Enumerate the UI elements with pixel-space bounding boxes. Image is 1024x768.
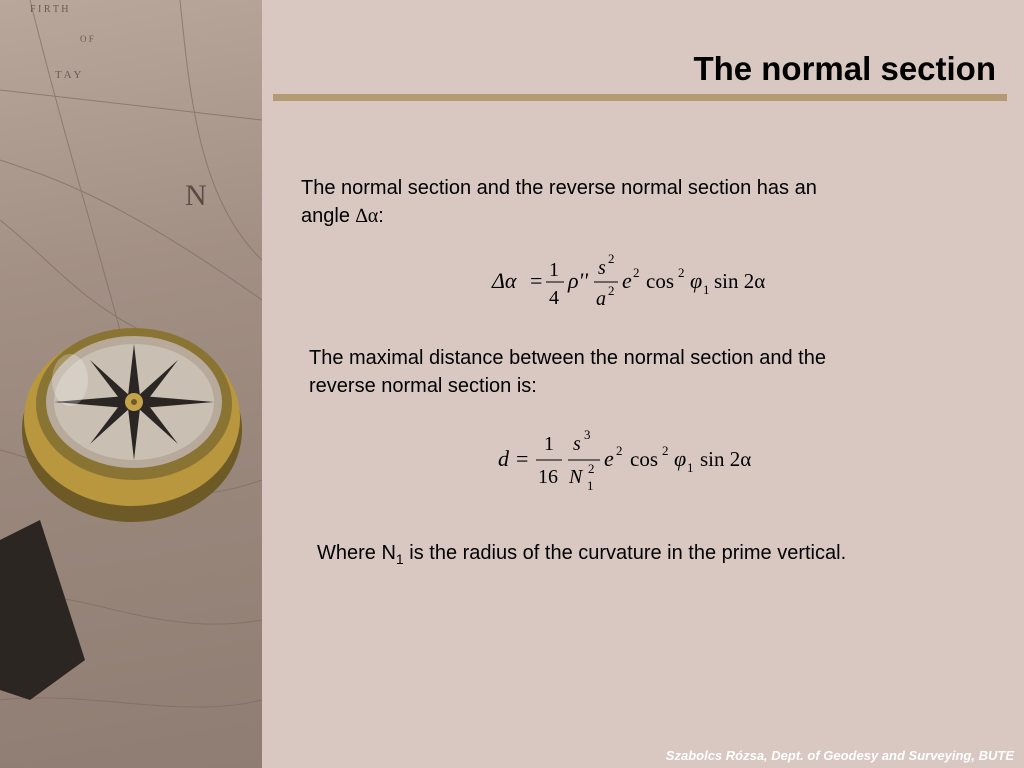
svg-text:Δα: Δα	[492, 268, 517, 293]
svg-text:1: 1	[544, 433, 554, 455]
svg-text:O F: O F	[80, 34, 94, 44]
svg-text:cos: cos	[630, 447, 658, 471]
compass-icon	[22, 328, 242, 522]
svg-text:=: =	[516, 446, 529, 471]
subscript-one: 1	[395, 551, 404, 567]
map-compass-image	[0, 0, 262, 768]
footer-credit: Szabolcs Rózsa, Dept. of Geodesy and Surveying, BUTE	[665, 748, 1014, 763]
svg-text:sin 2α: sin 2α	[714, 269, 766, 293]
svg-text:1: 1	[703, 282, 710, 297]
svg-text:3: 3	[584, 427, 591, 442]
svg-text:e: e	[604, 446, 614, 471]
svg-text:sin 2α: sin 2α	[700, 447, 752, 471]
svg-text:φ: φ	[674, 446, 687, 471]
svg-text:T A Y: T A Y	[55, 69, 82, 81]
svg-text:=: =	[530, 268, 543, 293]
svg-text:1: 1	[549, 259, 559, 281]
svg-text:e: e	[622, 268, 632, 293]
paragraph-where: Where $N_1$ is the radius of the curvature in the prime vertical.	[317, 542, 847, 567]
svg-text:N: N	[569, 466, 583, 488]
equation-distance	[494, 426, 784, 503]
equation-angle	[488, 248, 788, 323]
svg-text:2: 2	[678, 265, 685, 280]
title-underline	[273, 94, 1007, 101]
paragraph-distance	[309, 344, 826, 400]
svg-text:ρ'': ρ''	[568, 268, 588, 293]
paragraph-distance-line2: reverse normal section is:	[309, 375, 537, 397]
delta-alpha-symbol: ∆α	[355, 205, 379, 227]
svg-text:4: 4	[549, 287, 559, 309]
svg-text:s: s	[598, 257, 606, 279]
svg-text:a: a	[596, 288, 606, 310]
svg-text:2: 2	[608, 283, 615, 298]
svg-text:1: 1	[687, 460, 694, 475]
svg-text:2: 2	[633, 265, 640, 280]
paragraph-distance-line1: The maximal distance between the normal section and the	[309, 347, 826, 369]
svg-text:s: s	[573, 433, 581, 455]
svg-text:F I R T H: F I R T H	[30, 4, 69, 15]
svg-text:2: 2	[616, 443, 623, 458]
paragraph-angle-line2: angle ∆α:	[301, 205, 384, 227]
paragraph-angle	[301, 174, 817, 230]
svg-text:N: N	[185, 179, 207, 212]
svg-text:cos: cos	[646, 269, 674, 293]
svg-text:d: d	[498, 446, 509, 471]
svg-text:16: 16	[538, 466, 558, 488]
svg-text:2: 2	[662, 443, 669, 458]
slide-title: The normal section	[693, 50, 996, 87]
svg-text:φ: φ	[690, 268, 703, 293]
svg-text:1: 1	[587, 478, 594, 493]
svg-text:2: 2	[608, 251, 615, 266]
svg-text:2: 2	[588, 461, 595, 476]
paragraph-angle-line1: The normal section and the reverse normal section has an	[301, 177, 817, 199]
